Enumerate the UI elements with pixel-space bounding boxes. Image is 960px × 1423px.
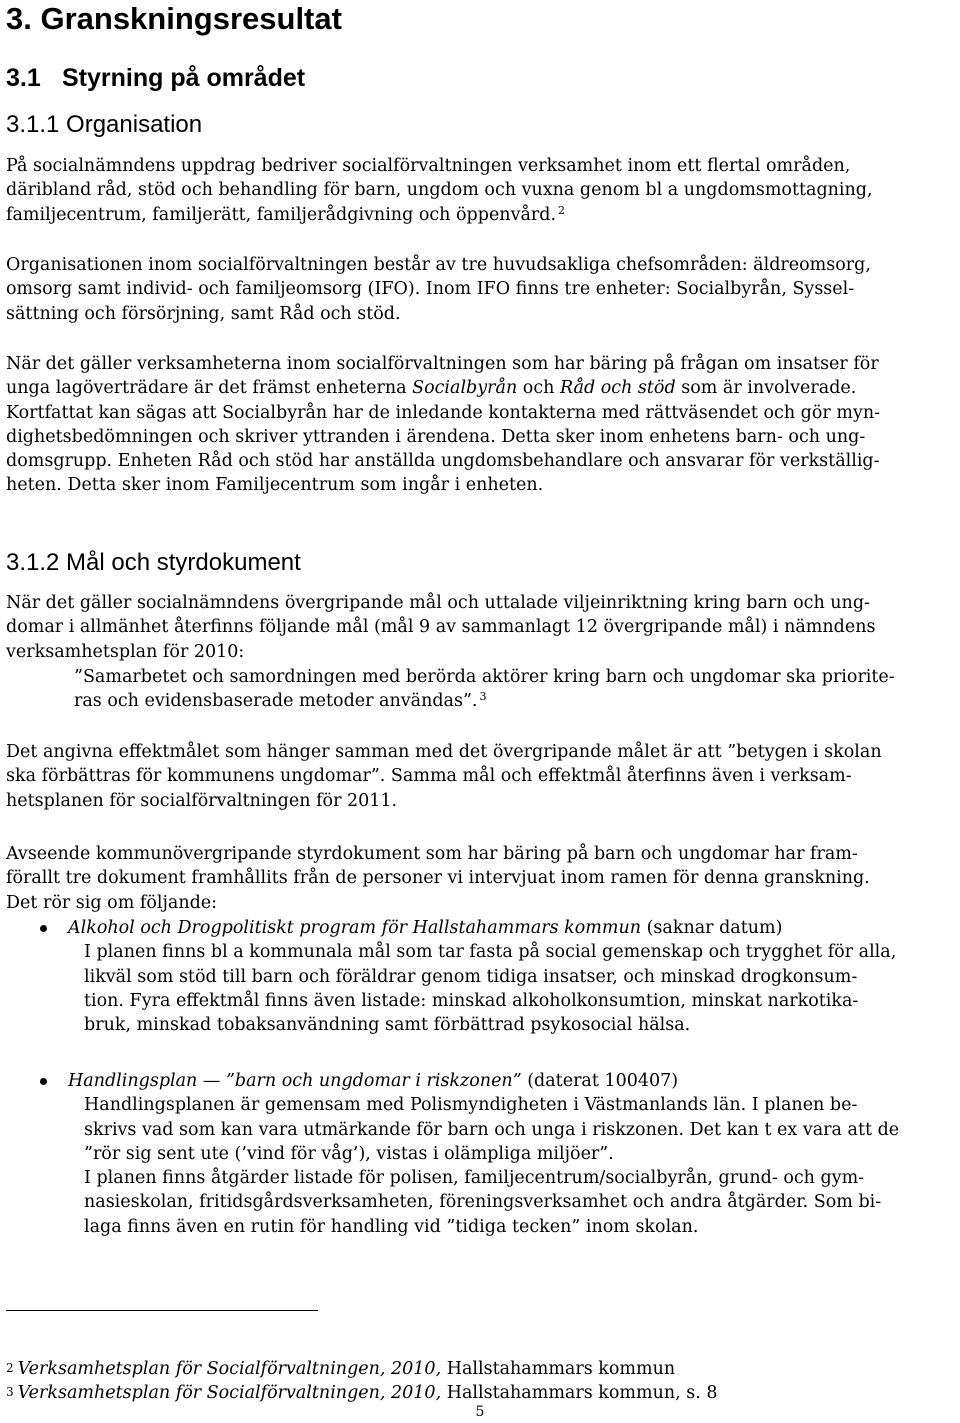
text-line: sättning och försörjning, samt Råd och stöd. [6,303,401,324]
text-line: När det gäller verksamheterna inom socialförvaltningen som har bäring på frågan om insatser för [6,354,879,374]
paragraph-organisation-structure [6,253,956,326]
subsection-heading-goals: 3.1.2 Mål och styrdokument [6,549,301,576]
text-line: domsgrupp. Enheten Råd och stöd har anställda ungdomsbehandlare och ansvarar för verkställig- [6,451,880,472]
bullet-item-alcohol-program [6,916,956,1037]
text-line: ras och evidensbaserade metoder användas”. $^3$ [74,690,487,712]
text-line: laga finns även en rutin för handling vid ”tidiga tecken” inom skolan. [84,1216,699,1237]
footnotes [6,1357,718,1405]
text-line: I planen finns åtgärder listade för polisen, familjecentrum/socialbyrån, grund- och gym- [84,1168,865,1189]
text-line: verksamhetsplan för 2010: [6,641,245,662]
text-line: familjecentrum, familjerätt, familjerådgivning och öppenvård. $^2$ [6,203,566,225]
bullet-icon [40,1078,47,1085]
bullet-icon [40,925,47,932]
bullet-body [6,1093,956,1239]
text-line: På socialnämndens uppdrag bedriver socialförvaltningen verksamhet inom ett flertal områden, [6,156,851,176]
chapter-heading: 3. Granskningsresultat [6,1,342,36]
text-line: likväl som stöd till barn och föräldrar genom tidiga insatser, och minskad drogkonsum- [84,966,858,987]
section-number: 3.1 [6,64,41,92]
text-line: omsorg samt individ- och familjeomsorg (IFO). Inom IFO finns tre enheter: Socialbyrån, Syssel- [6,279,855,300]
footnote-ref: 3 [479,690,487,704]
text-line: Kortfattat kan sägas att Socialbyrån har de inledande kontakterna med rättväsendet och gör myn- [6,402,881,423]
text-line: hetsplanen för socialförvaltningen för 2011. [6,790,398,811]
text-line: Avseende kommunövergripande styrdokument som har bäring på barn och ungdomar har fram- [6,844,858,864]
text-line: heten. Detta sker inom Familjecentrum som ingår i enheten. [6,475,544,496]
section-heading [6,62,305,94]
text-line: I planen finns bl a kommunala mål som tar fasta på social gemenskap och trygghet för alla, [84,942,897,963]
paragraph-effect-goal [6,740,956,813]
footnote-3: 3 Verksamhetsplan för Socialförvaltningen, 2010, Hallstahammars kommun, s. 8 [6,1383,718,1403]
text-line: Det angivna effektmålet som hänger samman med det övergripande målet är att ”betygen i skolan [6,742,882,762]
paragraph-activities [6,352,956,498]
page-number: 5 [475,1404,485,1420]
text-line: Organisationen inom socialförvaltningen består av tre huvudsakliga chefsområden: äldreomsorg, [6,255,871,275]
text-line: skrivs vad som kan vara utmärkande för barn och unga i riskzonen. Det kan t ex vara att de [84,1119,900,1140]
bullet-item-action-plan [6,1069,956,1239]
text-line: däribland råd, stöd och behandling för barn, ungdom och vuxna genom bl a ungdomsmottagning, [6,180,873,201]
text-line: Det rör sig om följande: [6,892,218,913]
text-line: ”Samarbetet och samordningen med berörda aktörer kring barn och ungdomar ska priorite- [74,667,895,687]
bullet-title: Handlingsplan — ”barn och ungdomar i riskzonen” (daterat 100407) [68,1071,679,1091]
bullet-title: Alkohol och Drogpolitiskt program för Hallstahammars kommun (saknar datum) [68,918,783,938]
section-title: Styrning på området [62,64,306,92]
text-line: bruk, minskad tobaksanvändning samt förbättrad psykosocial hälsa. [84,1015,691,1036]
text-line: dighetsbedömningen och skriver yttranden i ärendena. Detta sker inom enhetens barn- och ung- [6,426,866,447]
goal-quote [6,665,956,714]
text-line: ”rör sig sent ute (’vind för våg’), vistas i olämpliga miljöer”. [84,1143,614,1164]
text-line: Handlingsplanen är gemensam med Polismyndigheten i Västmanlands län. I planen be- [84,1095,858,1116]
text-line: När det gäller socialnämndens övergripande mål och uttalade viljeinriktning kring barn och ung- [6,593,870,613]
footnote-2: 2 Verksamhetsplan för Socialförvaltningen, 2010, Hallstahammars kommun [6,1359,676,1379]
text-line: förallt tre dokument framhållits från de personer vi intervjuat inom ramen för denna granskning. [6,868,870,889]
text-line: tion. Fyra effektmål finns även listade: minskad alkoholkonsumtion, minskat narkotika- [84,990,859,1011]
footnote-ref: 2 [558,203,566,217]
paragraph-organisation-intro [6,154,956,227]
text-line: ska förbättras för kommunens ungdomar”. Samma mål och effektmål återfinns även i verksam- [6,766,852,787]
paragraph-goals [6,591,956,664]
text-line: domar i allmänhet återfinns följande mål (mål 9 av sammanlagt 12 övergripande mål) i nämndens [6,617,876,638]
paragraph-steering-documents [6,842,956,915]
bullet-body [6,940,956,1037]
footnote-separator [6,1310,318,1311]
text-line: nasieskolan, fritidsgårdsverksamheten, föreningsverksamhet och andra åtgärder. Som bi- [84,1192,882,1213]
subsection-heading-organisation: 3.1.1 Organisation [6,111,203,138]
text-line: unga lagöverträdare är det främst enheterna Socialbyrån och Råd och stöd som är involverade. [6,378,857,399]
